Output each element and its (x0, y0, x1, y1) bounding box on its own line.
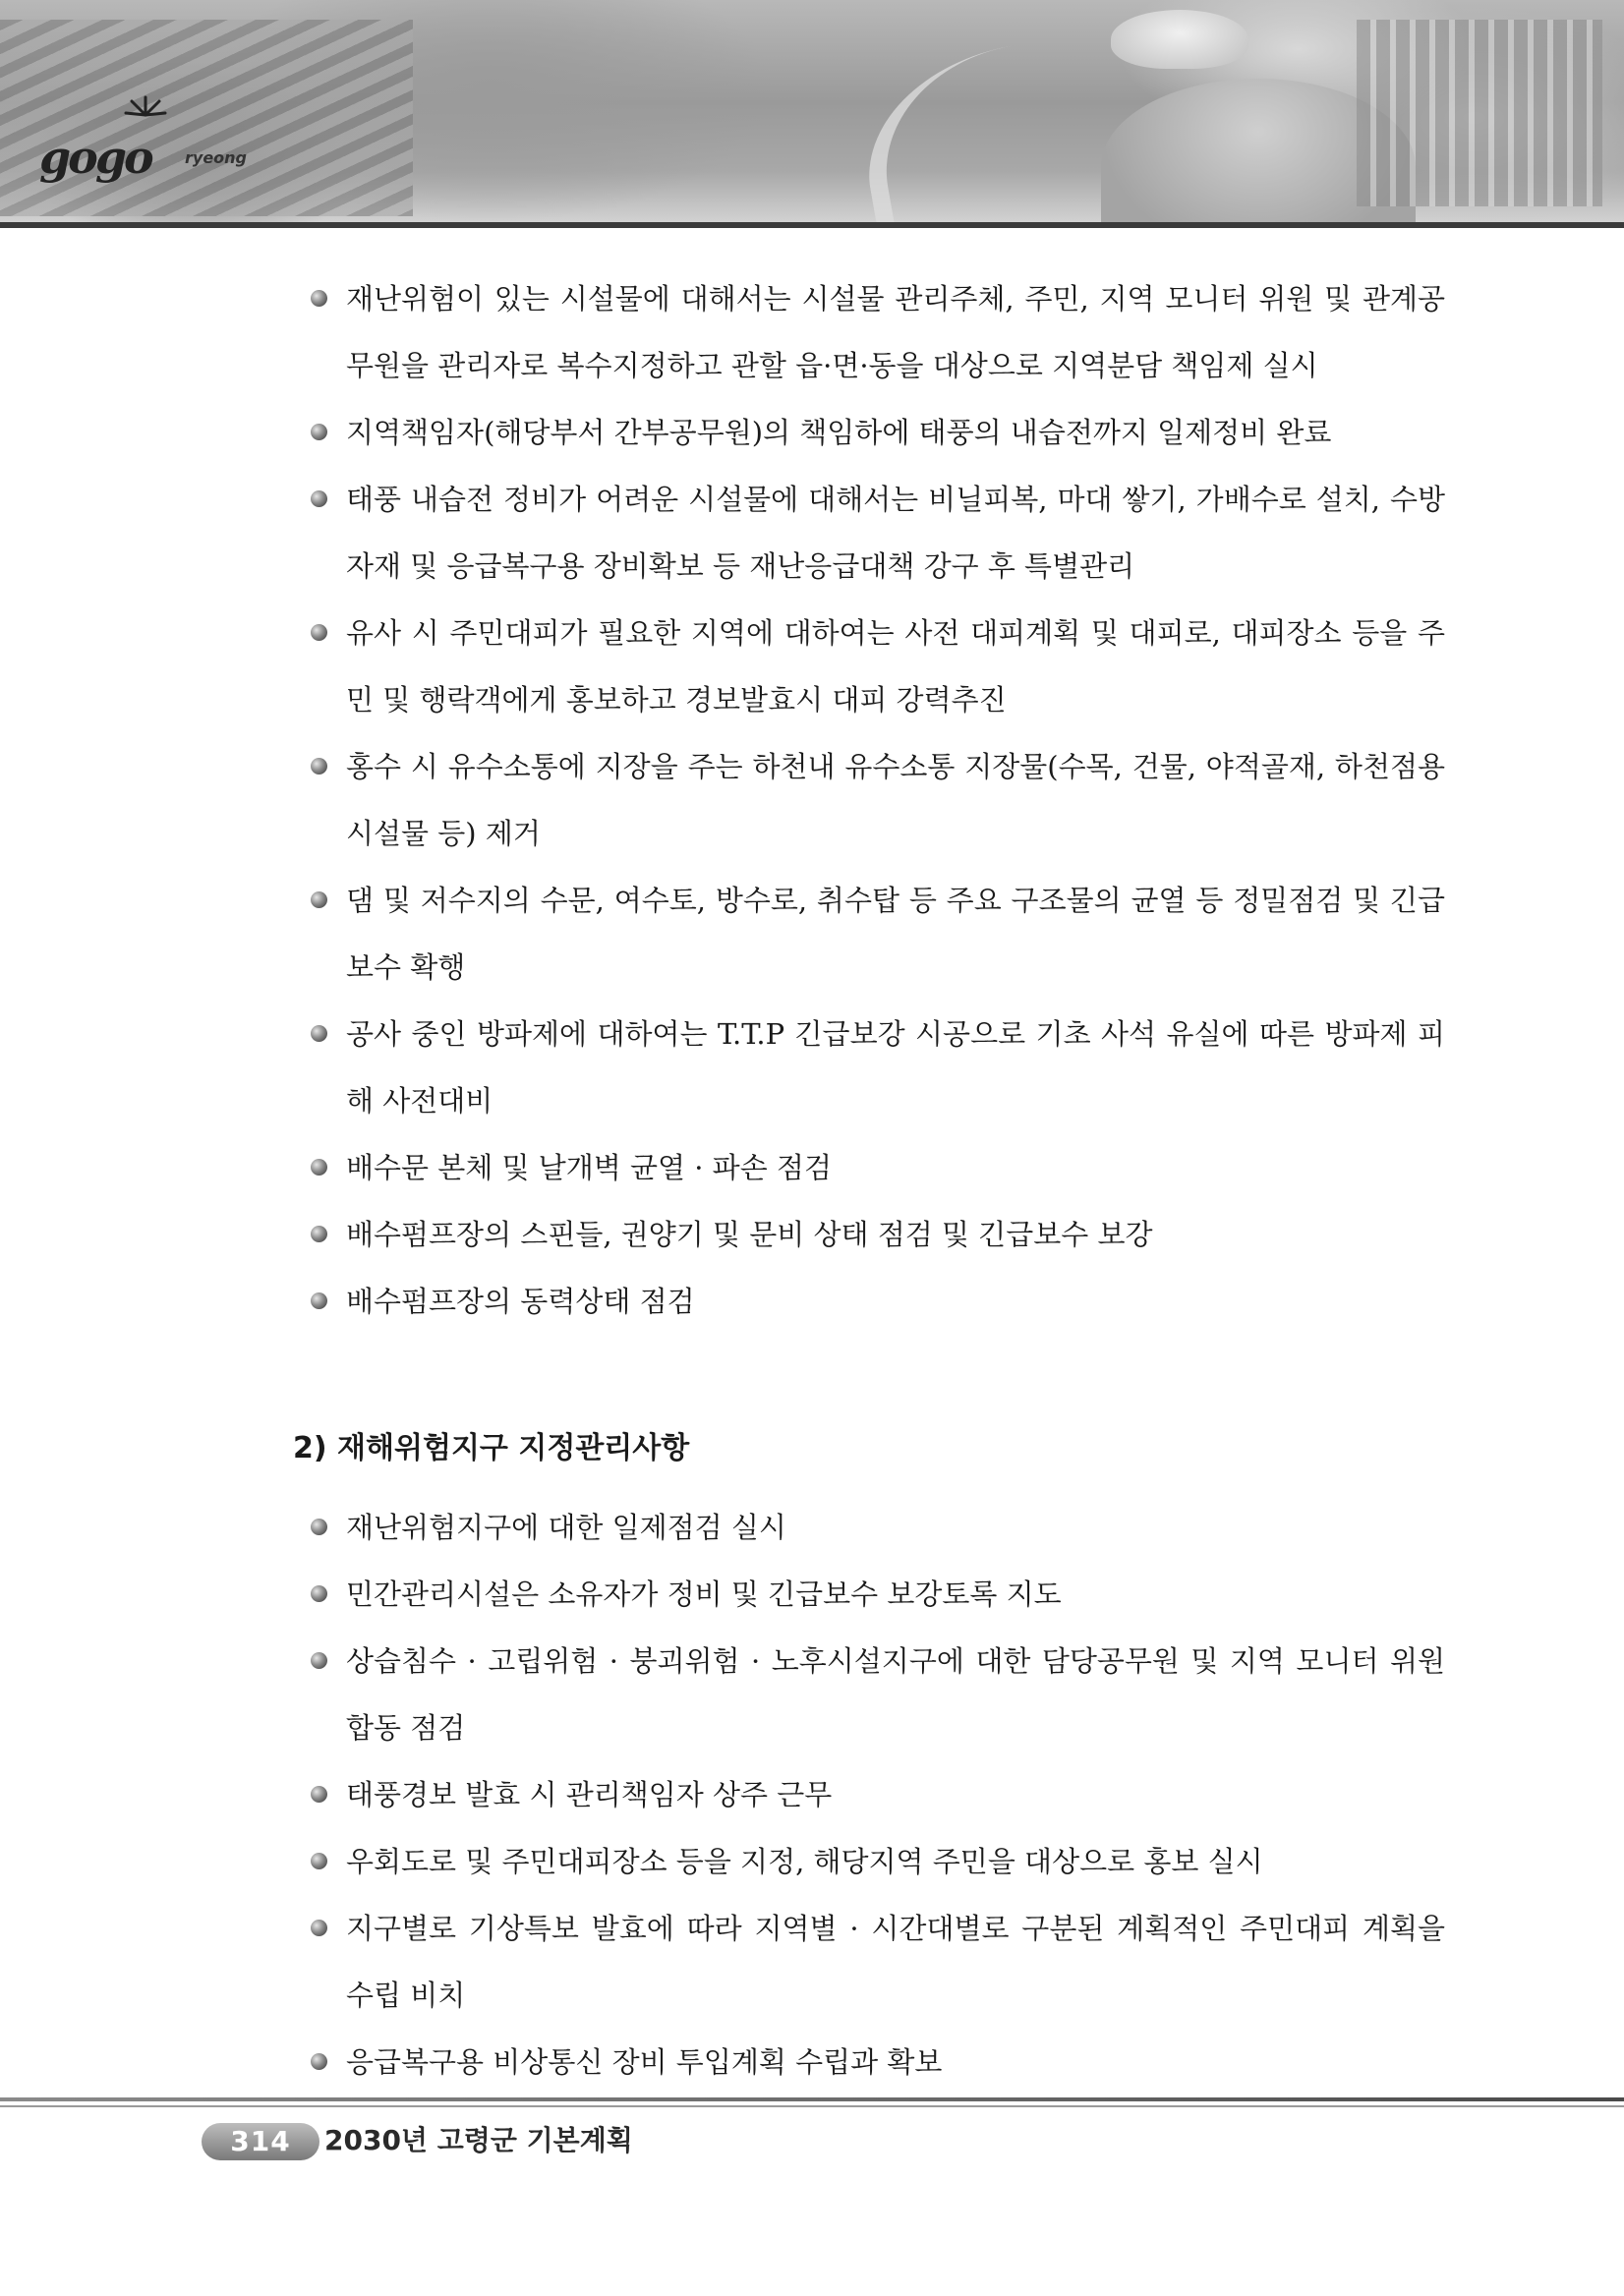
list-item (295, 867, 1445, 1001)
list-item-text: 배수문 본체 및 날개벽 균열 · 파손 점검 (346, 1151, 832, 1184)
list-item-text: 상습침수 · 고립위험 · 붕괴위험 · 노후시설지구에 대한 담당공무원 및 지역 모니터 위원 합동 점검 (346, 1644, 1445, 1745)
list-item-text: 재난위험지구에 대한 일제점검 실시 (346, 1511, 786, 1544)
section1-list (295, 265, 1445, 1335)
banner-buildings-image (1357, 20, 1602, 206)
bullet-icon (311, 1025, 327, 1042)
brand-subword: ryeong (185, 148, 248, 167)
list-item (295, 600, 1445, 733)
footer-document-title: 2030년 고령군 기본계획 (324, 2124, 633, 2156)
list-item (295, 1134, 1445, 1201)
list-item (295, 733, 1445, 867)
bullet-icon (311, 1292, 327, 1309)
bullet-icon (311, 1519, 327, 1535)
list-item (295, 1628, 1445, 1761)
bullet-icon (311, 758, 327, 775)
list-item-text: 태풍 내습전 정비가 어려운 시설물에 대해서는 비닐피복, 마대 쌓기, 가배수로 설치, 수방자재 및 응급복구용 장비확보 등 재난응급대책 강구 후 특별관리 (346, 483, 1445, 583)
banner-dome-image (1111, 10, 1248, 69)
bullet-icon (311, 1920, 327, 1936)
list-item (295, 2029, 1445, 2095)
list-item-text: 배수펌프장의 동력상태 점검 (346, 1285, 695, 1318)
bullet-icon (311, 1652, 327, 1669)
list-item-text: 민간관리시설은 소유자가 정비 및 긴급보수 보강토록 지도 (346, 1578, 1062, 1611)
bullet-icon (311, 1159, 327, 1176)
list-item-text: 공사 중인 방파제에 대하여는 T.T.P 긴급보강 시공으로 기초 사석 유실에 따른 방파제 피해 사전대비 (346, 1017, 1445, 1118)
list-item (295, 1561, 1445, 1628)
list-item-text: 지역책임자(해당부서 간부공무원)의 책임하에 태풍의 내습전까지 일제정비 완료 (346, 416, 1332, 449)
list-item-text: 지구별로 기상특보 발효에 따라 지역별 · 시간대별로 구분된 계획적인 주민대피 계획을 수립 비치 (346, 1912, 1445, 2012)
list-item (295, 1895, 1445, 2029)
list-item (295, 1761, 1445, 1828)
bullet-icon (311, 424, 327, 440)
brand-logo (39, 93, 256, 182)
list-item (295, 265, 1445, 399)
list-item (295, 1494, 1445, 1561)
list-item-text: 재난위험이 있는 시설물에 대해서는 시설물 관리주체, 주민, 지역 모니터 위원 및 관계공무원을 관리자로 복수지정하고 관할 읍·면·동을 대상으로 지역분담 책임제 실시 (346, 282, 1445, 382)
list-item (295, 1268, 1445, 1335)
section-heading: 2) 재해위험지구 지정관리사항 (293, 1431, 690, 1465)
bullet-icon (311, 2053, 327, 2070)
main-content (295, 265, 1445, 2095)
bullet-icon (311, 1853, 327, 1869)
footer-divider-thin (0, 2105, 1624, 2107)
list-item-text: 태풍경보 발효 시 관리책임자 상주 근무 (346, 1778, 833, 1811)
list-item (295, 1001, 1445, 1134)
bullet-icon (311, 1585, 327, 1602)
bullet-icon (311, 1226, 327, 1242)
list-item-text: 댐 및 저수지의 수문, 여수토, 방수로, 취수탑 등 주요 구조물의 균열 등 정밀점검 및 긴급보수 확행 (346, 884, 1445, 984)
list-item-text: 유사 시 주민대피가 필요한 지역에 대하여는 사전 대피계획 및 대피로, 대피장소 등을 주민 및 행락객에게 홍보하고 경보발효시 대피 강력추진 (346, 616, 1445, 717)
list-item-text: 배수펌프장의 스핀들, 권양기 및 문비 상태 점검 및 긴급보수 보강 (346, 1218, 1153, 1251)
brand-word: gogo (39, 131, 151, 184)
list-item-text: 우회도로 및 주민대피장소 등을 지정, 해당지역 주민을 대상으로 홍보 실시 (346, 1845, 1263, 1878)
header-divider (0, 222, 1624, 228)
bullet-icon (311, 624, 327, 641)
list-item-text: 홍수 시 유수소통에 지장을 주는 하천내 유수소통 지장물(수목, 건물, 야적골재, 하천점용시설물 등) 제거 (346, 750, 1445, 850)
list-item (295, 1201, 1445, 1268)
list-item (295, 399, 1445, 466)
bullet-icon (311, 490, 327, 507)
list-item (295, 466, 1445, 600)
footer-divider (0, 2097, 1624, 2101)
list-item-text: 응급복구용 비상통신 장비 투입계획 수립과 확보 (346, 2045, 943, 2079)
section2-list (295, 1494, 1445, 2095)
list-item (295, 1828, 1445, 1895)
bullet-icon (311, 891, 327, 908)
bullet-icon (311, 1786, 327, 1803)
page-number-badge: 314 (202, 2123, 319, 2160)
header-banner-photo (0, 0, 1624, 228)
bullet-icon (311, 290, 327, 307)
